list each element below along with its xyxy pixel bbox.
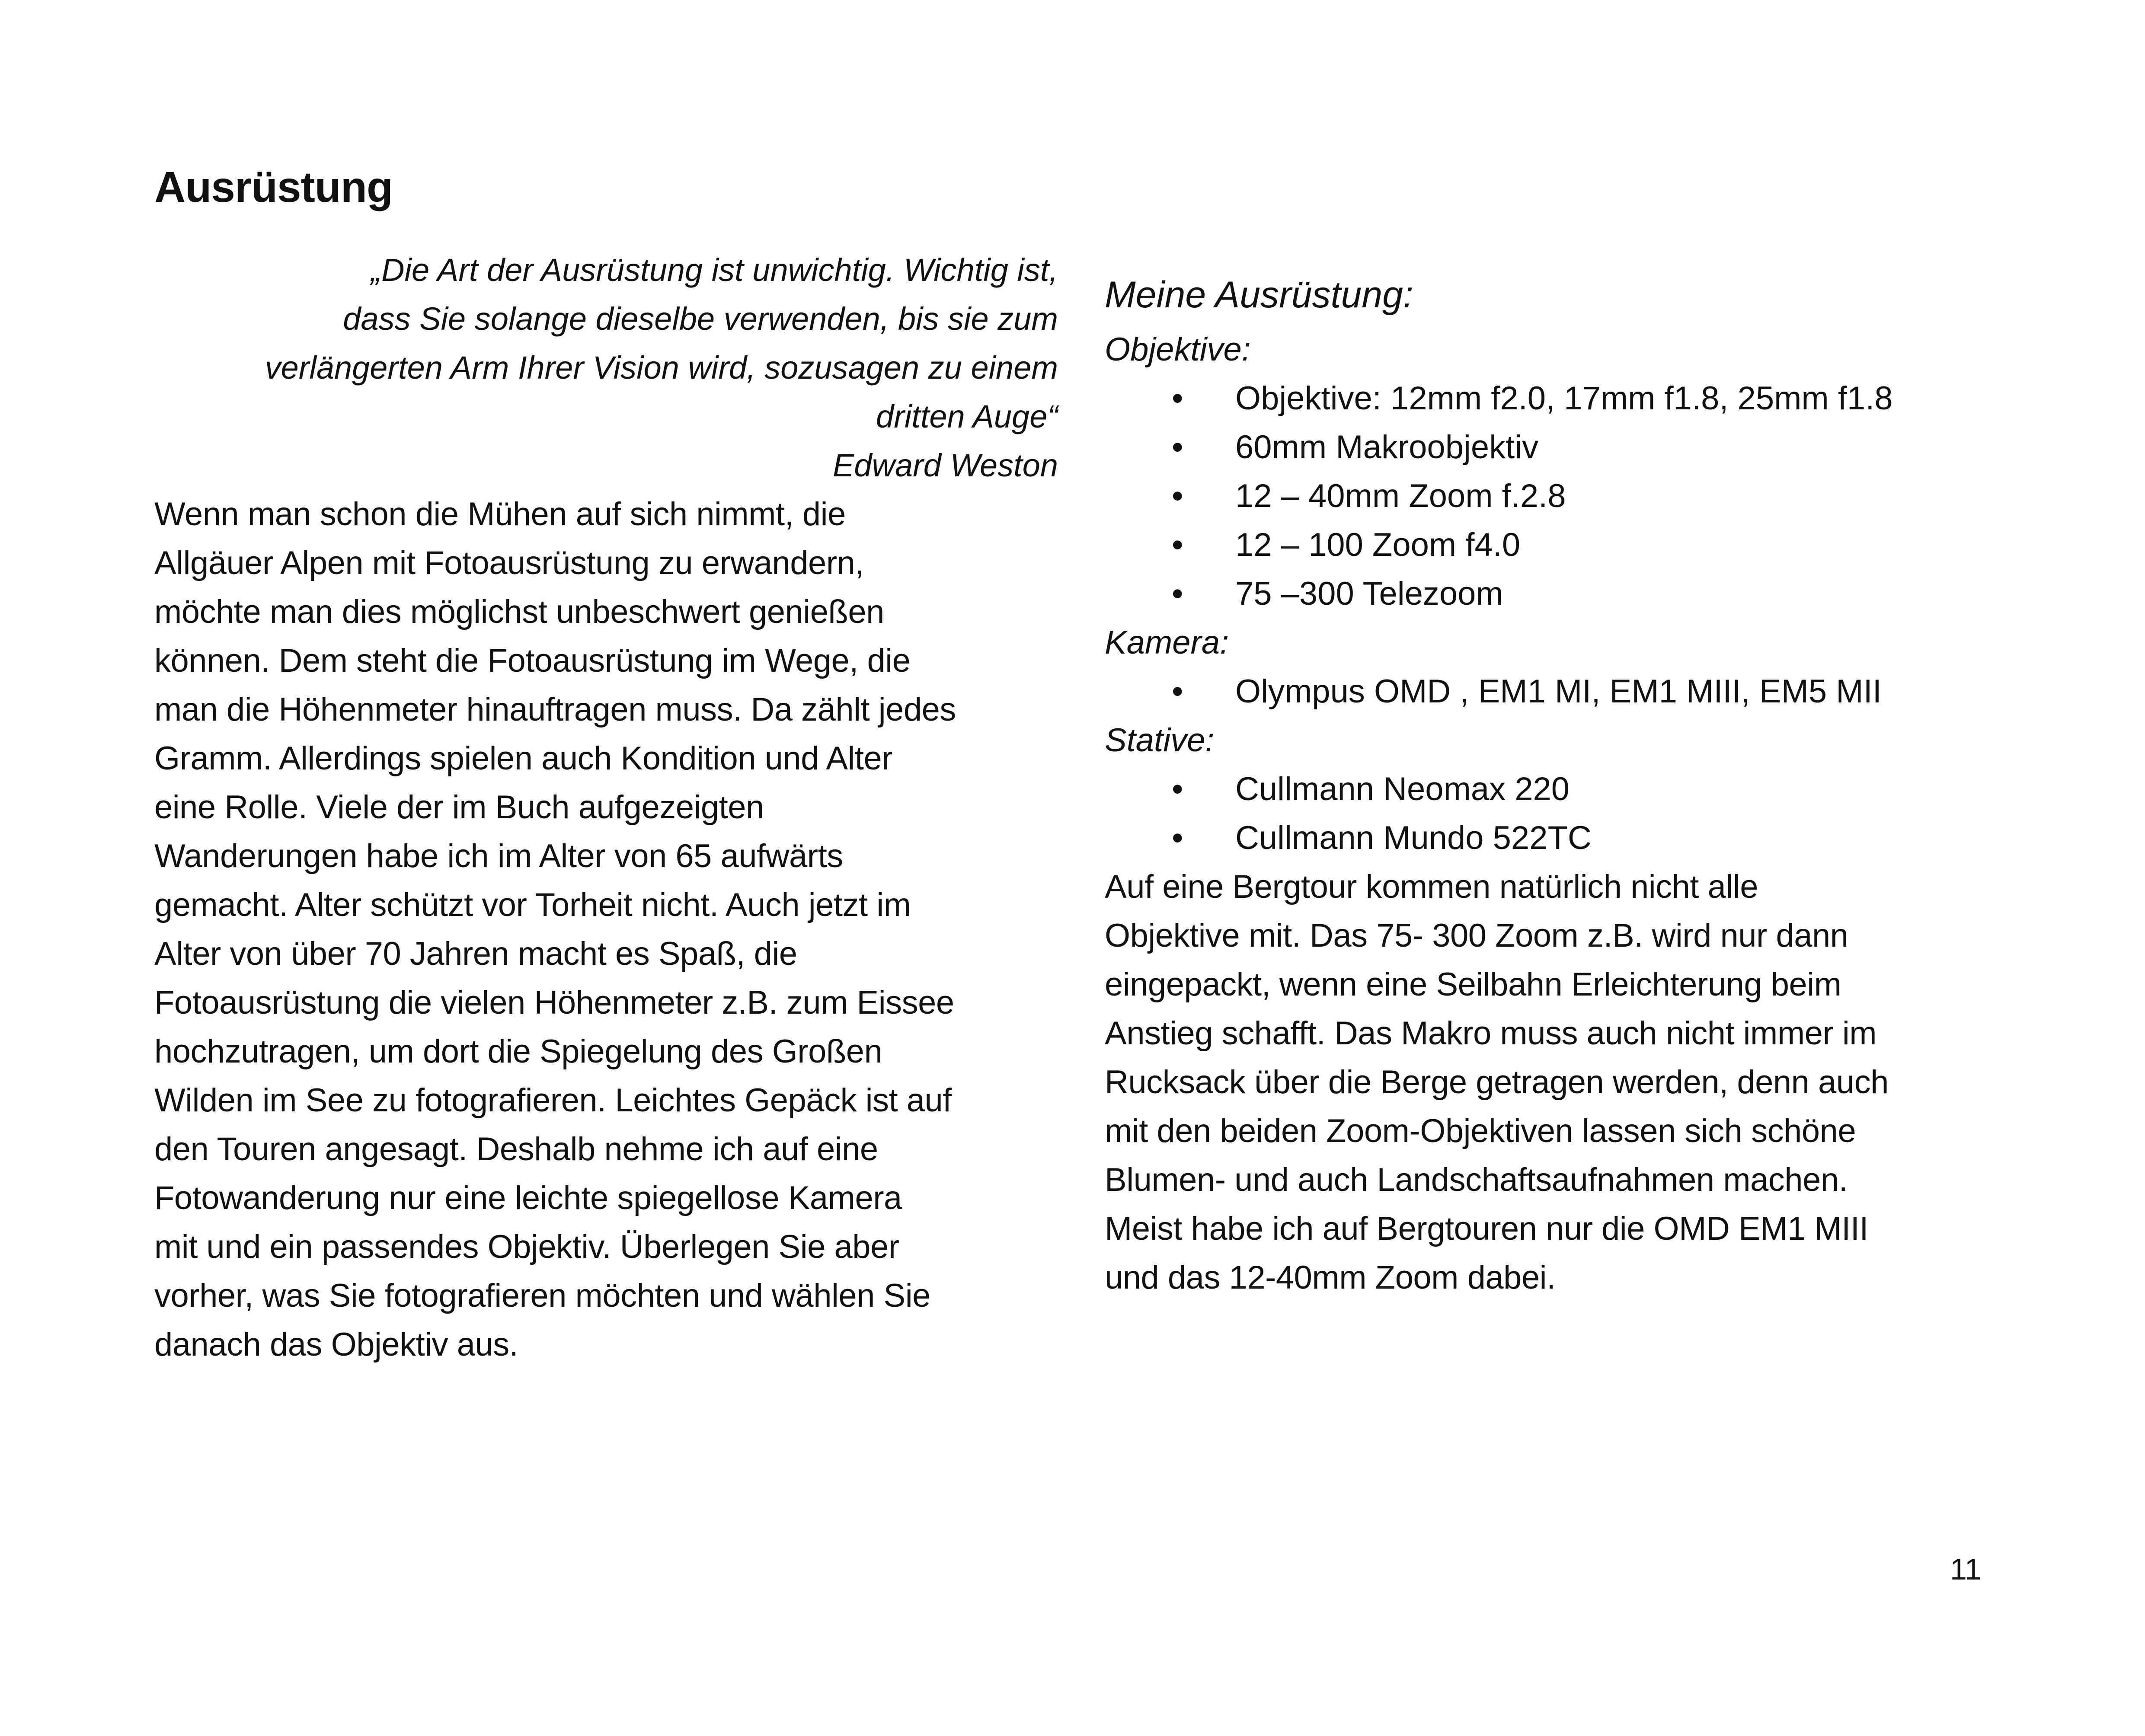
list-item xyxy=(1105,765,2043,814)
category-label-objektive: Objektive: xyxy=(1105,331,1251,368)
paragraph-line: und das 12-40mm Zoom dabei. xyxy=(1105,1259,1556,1296)
paragraph-line: den Touren angesagt. Deshalb nehme ich auf eine xyxy=(154,1131,878,1168)
paragraph-line: vorher, was Sie fotografieren möchten und wählen Sie xyxy=(154,1277,930,1314)
paragraph-line: Gramm. Allerdings spielen auch Kondition und Alter xyxy=(154,740,893,777)
bullet-icon: • xyxy=(1172,527,1183,563)
paragraph-line: Fotoausrüstung die vielen Höhenmeter z.B. zum Eissee xyxy=(154,984,954,1021)
paragraph-line: Allgäuer Alpen mit Fotoausrüstung zu erwandern, xyxy=(154,545,864,581)
paragraph-line: können. Dem steht die Fotoausrüstung im Wege, die xyxy=(154,642,911,679)
list-item xyxy=(1105,520,2043,569)
bullet-icon: • xyxy=(1172,478,1183,514)
kamera-list xyxy=(1105,667,2043,716)
bullet-icon: • xyxy=(1172,575,1183,612)
list-item xyxy=(1105,569,2043,618)
list-item xyxy=(1105,423,2043,472)
intro-paragraph xyxy=(154,490,1058,1369)
paragraph-line: mit und ein passendes Objektiv. Überlegen Sie aber xyxy=(154,1229,899,1265)
equipment-heading: Meine Ausrüstung: xyxy=(1105,274,1413,316)
quote-line: „Die Art der Ausrüstung ist unwichtig. Wichtig ist, xyxy=(371,252,1058,288)
list-item xyxy=(1105,472,2043,520)
left-column xyxy=(154,246,1058,1369)
quote-line: verlängerten Arm Ihrer Vision wird, sozusagen zu einem xyxy=(265,350,1058,386)
bullet-icon: • xyxy=(1172,380,1183,417)
list-item-text: 12 – 40mm Zoom f.2.8 xyxy=(1235,478,1566,514)
right-column xyxy=(1105,265,2043,1302)
list-item-text: Cullmann Neomax 220 xyxy=(1235,771,1570,807)
paragraph-line: hochzutragen, um dort die Spiegelung des Großen xyxy=(154,1033,882,1070)
paragraph-line: Blumen- und auch Landschaftsaufnahmen machen. xyxy=(1105,1162,1848,1198)
list-item-text: 75 –300 Telezoom xyxy=(1235,575,1503,612)
paragraph-line: Meist habe ich auf Bergtouren nur die OMD EM1 MIII xyxy=(1105,1210,1869,1247)
paragraph-line: Fotowanderung nur eine leichte spiegellose Kamera xyxy=(154,1180,902,1216)
page-title: Ausrüstung xyxy=(154,163,393,211)
page-number: 11 xyxy=(1950,1552,1982,1586)
list-item-text: Olympus OMD , EM1 MI, EM1 MIII, EM5 MII xyxy=(1235,673,1882,710)
closing-paragraph xyxy=(1105,862,2043,1302)
paragraph-line: Objektive mit. Das 75- 300 Zoom z.B. wird nur dann xyxy=(1105,917,1848,954)
stative-list xyxy=(1105,765,2043,862)
quote-line: dritten Auge“ xyxy=(876,399,1058,434)
paragraph-line: Rucksack über die Berge getragen werden, denn auch xyxy=(1105,1064,1889,1101)
paragraph-line: Alter von über 70 Jahren macht es Spaß, die xyxy=(154,935,797,972)
paragraph-line: Auf eine Bergtour kommen natürlich nicht alle xyxy=(1105,868,1758,905)
paragraph-line: mit den beiden Zoom-Objektiven lassen sich schöne xyxy=(1105,1113,1856,1149)
paragraph-line: Wanderungen habe ich im Alter von 65 aufwärts xyxy=(154,838,843,874)
quote-author: Edward Weston xyxy=(833,447,1058,483)
list-item xyxy=(1105,814,2043,862)
list-item-text: 60mm Makroobjektiv xyxy=(1235,429,1539,466)
quote xyxy=(154,246,1058,441)
paragraph-line: danach das Objektiv aus. xyxy=(154,1326,518,1363)
category-label-kamera: Kamera: xyxy=(1105,624,1229,661)
category-label-stative: Stative: xyxy=(1105,722,1215,759)
paragraph-line: möchte man dies möglichst unbeschwert genießen xyxy=(154,594,884,630)
paragraph-line: Wenn man schon die Mühen auf sich nimmt, die xyxy=(154,496,846,533)
paragraph-line: eine Rolle. Viele der im Buch aufgezeigten xyxy=(154,789,764,826)
bullet-icon: • xyxy=(1172,771,1183,807)
list-item xyxy=(1105,667,2043,716)
list-item-text: Objektive: 12mm f2.0, 17mm f1.8, 25mm f1.8 xyxy=(1235,380,1893,417)
bullet-icon: • xyxy=(1172,673,1183,710)
paragraph-line: Anstieg schafft. Das Makro muss auch nicht immer im xyxy=(1105,1015,1877,1052)
list-item xyxy=(1105,374,2043,423)
paragraph-line: man die Höhenmeter hinauftragen muss. Da zählt jedes xyxy=(154,691,956,728)
bullet-icon: • xyxy=(1172,429,1183,466)
paragraph-line: gemacht. Alter schützt vor Torheit nicht. Auch jetzt im xyxy=(154,887,911,923)
quote-line: dass Sie solange dieselbe verwenden, bis sie zum xyxy=(343,301,1058,337)
list-item-text: 12 – 100 Zoom f4.0 xyxy=(1235,527,1521,563)
list-item-text: Cullmann Mundo 522TC xyxy=(1235,820,1592,856)
paragraph-line: eingepackt, wenn eine Seilbahn Erleichterung beim xyxy=(1105,966,1841,1003)
paragraph-line: Wilden im See zu fotografieren. Leichtes Gepäck ist auf xyxy=(154,1082,952,1119)
bullet-icon: • xyxy=(1172,820,1183,856)
objektive-list xyxy=(1105,374,2043,618)
